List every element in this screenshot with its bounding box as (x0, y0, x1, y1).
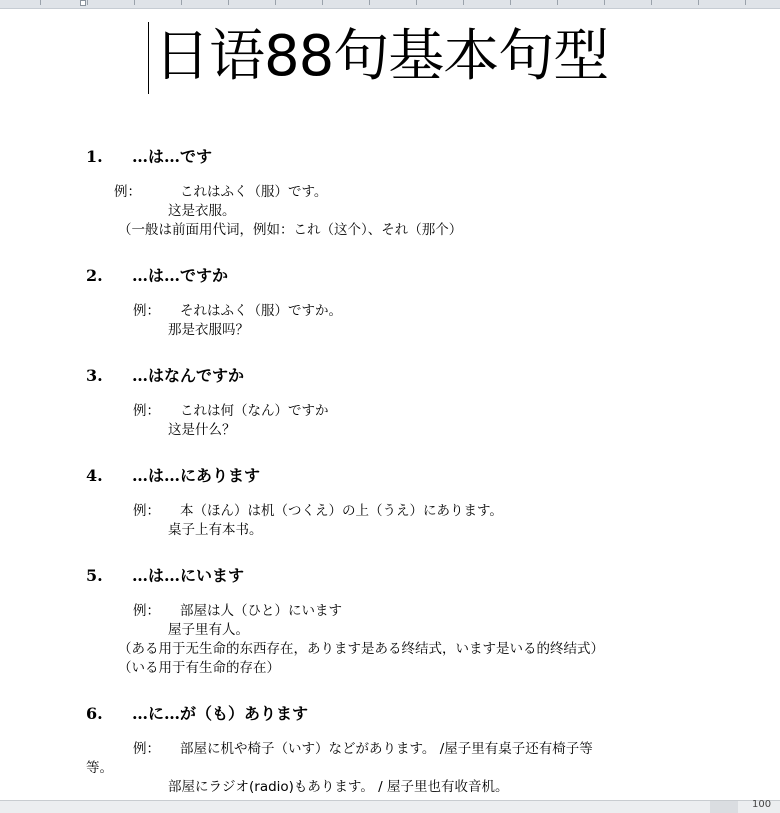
ruler-tick (698, 0, 699, 5)
ruler-tick (416, 0, 417, 5)
example-translation: 那是衣服吗？ (168, 322, 249, 338)
example-sentence: 部屋に机や椅子（いす）などがあります。 /屋子里有桌子还有椅子等 (180, 741, 593, 757)
section-pattern: …は…にいます (132, 566, 245, 585)
section-note: （いる用于有生命的存在） (118, 660, 280, 676)
section-pattern: …は…ですか (132, 266, 229, 285)
ruler-tick (275, 0, 276, 5)
section-heading-4 (86, 463, 260, 486)
example-label: 例： (133, 603, 160, 619)
ruler-tick (557, 0, 558, 5)
ruler-tick (651, 0, 652, 5)
example-label: 例： (133, 403, 160, 419)
section-number: 2. (86, 266, 103, 285)
section-number: 1. (86, 147, 103, 166)
indent-marker[interactable] (80, 0, 86, 6)
example-wrap: 等。 (86, 760, 113, 776)
example-label: 例： (114, 184, 141, 200)
section-heading-1 (86, 144, 212, 167)
horizontal-ruler[interactable] (0, 0, 780, 9)
example-sentence: それはふく（服）ですか。 (180, 303, 342, 319)
example-sentence: これはふく（服）です。 (180, 184, 328, 200)
status-bar (0, 800, 780, 813)
document-title: 日语88句基本句型 (154, 24, 609, 89)
section-pattern: …は…にあります (132, 466, 261, 485)
ruler-tick (322, 0, 323, 5)
example-label: 例： (133, 303, 160, 319)
text-cursor (148, 22, 149, 94)
example-label: 例： (133, 503, 160, 519)
ruler-tick (604, 0, 605, 5)
example-translation: 屋子里有人。 (168, 622, 249, 638)
example-sentence: 本（ほん）は机（つくえ）の上（うえ）にあります。 (180, 503, 503, 519)
section-number: 3. (86, 366, 103, 385)
example-translation: 这是什么？ (168, 422, 236, 438)
example-translation: 这是衣服。 (168, 203, 236, 219)
section-pattern: …はなんですか (132, 366, 245, 385)
section-pattern: …は…です (132, 147, 213, 166)
section-note: （ある用于无生命的东西存在，あります是ある终结式，います是いる的终结式） (118, 641, 604, 657)
ruler-tick (463, 0, 464, 5)
example-sentence: 部屋は人（ひと）にいます (180, 603, 342, 619)
ruler-tick (745, 0, 746, 5)
example-label: 例： (133, 741, 160, 757)
section-heading-2 (86, 263, 228, 286)
example-sentence: これは何（なん）ですか (180, 403, 329, 419)
ruler-tick (228, 0, 229, 5)
section-heading-5 (86, 563, 244, 586)
ruler-tick (40, 0, 41, 5)
example-sentence-2: 部屋にラジオ(radio)もあります。 / 屋子里也有收音机。 (168, 779, 509, 795)
horizontal-scrollbar[interactable] (710, 801, 738, 813)
section-heading-6 (86, 701, 308, 724)
section-note: （一般は前面用代词，例如：これ（这个）、それ（那个） (118, 222, 463, 238)
ruler-tick (510, 0, 511, 5)
section-heading-3 (86, 363, 244, 386)
section-number: 4. (86, 466, 103, 485)
example-translation: 桌子上有本书。 (168, 522, 263, 538)
ruler-tick (369, 0, 370, 5)
ruler-tick (134, 0, 135, 5)
zoom-level[interactable]: 100 (752, 799, 772, 810)
section-number: 6. (86, 704, 103, 723)
ruler-tick (87, 0, 88, 5)
ruler-tick (181, 0, 182, 5)
section-number: 5. (86, 566, 103, 585)
section-pattern: …に…が（も）あります (132, 704, 309, 723)
